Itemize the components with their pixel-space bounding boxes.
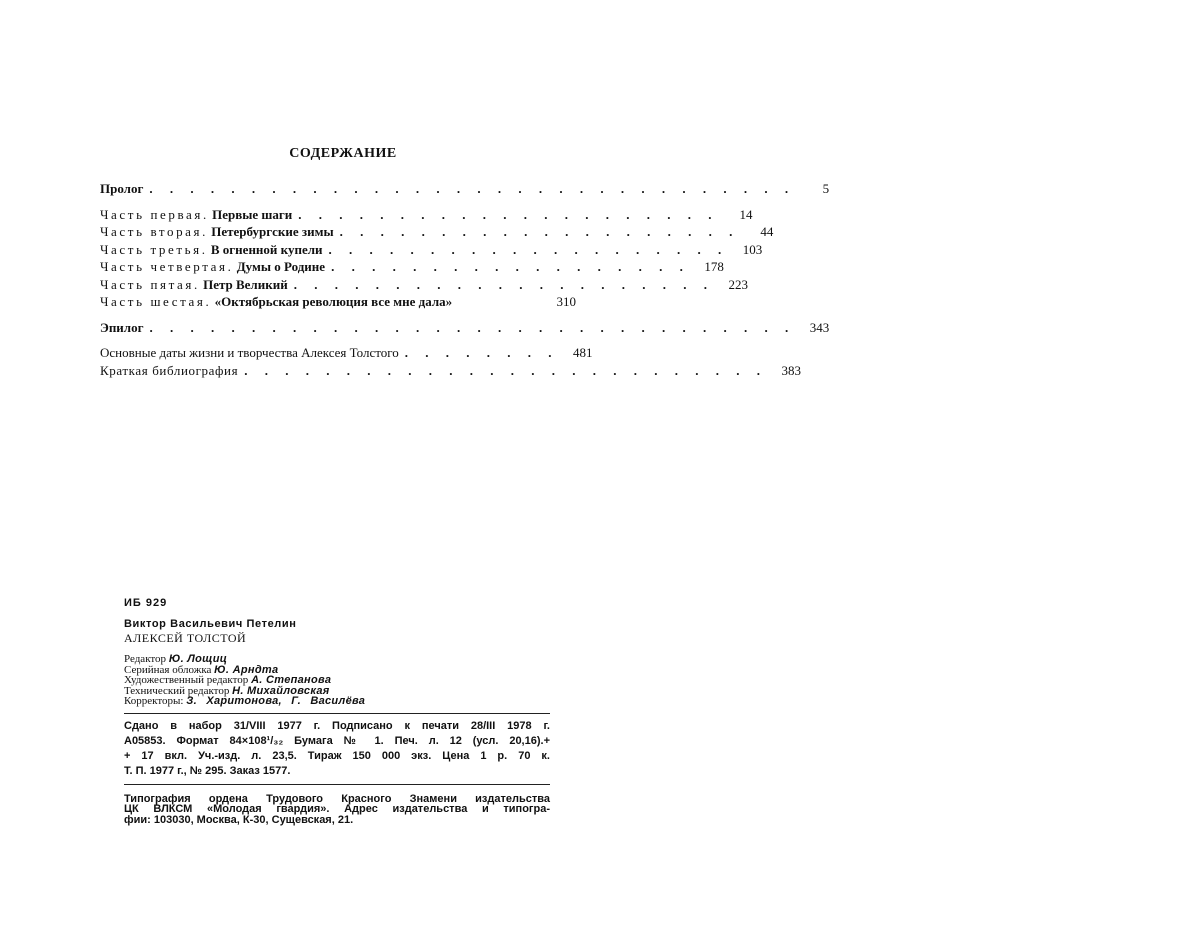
toc-entry-page: 5 (822, 181, 830, 196)
divider (124, 713, 550, 714)
toc-entry-page: 481 (572, 345, 593, 360)
toc-entry-page: 310 (556, 294, 576, 309)
toc-entry-page: 383 (781, 362, 801, 378)
leader-dots: . . . . . . . . . . . . . . . . . . . . (339, 224, 740, 239)
toc-entry-part: Часть третья. (100, 241, 208, 257)
leader-dots: . . . . . . . . . . . . . . . . . . . . . . . . . . . . . . . . (149, 319, 796, 335)
toc-entry-part-5[interactable] (100, 276, 748, 294)
credits-list (124, 654, 550, 707)
credit-line: Корректоры: З. Харитонова, Г. Василёва (124, 695, 366, 707)
leader-dots: . . . . . . . . (404, 345, 559, 360)
toc-entry-page: 14 (739, 206, 753, 222)
toc-entry-name: Эпилог (100, 319, 144, 335)
toc-entry-name: Петр Великий (203, 276, 288, 292)
book-title: АЛЕКСЕЙ ТОЛСТОЙ (124, 631, 247, 645)
leader-dots: . . . . . . . . . . . . . . . . . . . . . (293, 276, 714, 292)
credit-line: Художественный редактор А. Степанова (124, 674, 332, 686)
toc-entry-name: Первые шаги (212, 206, 293, 222)
toc-entry-chronology[interactable] (100, 344, 593, 362)
toc-entry-name: Основные даты жизни и творчества Алексея Толстого (100, 345, 399, 360)
author-name: Виктор Васильевич Петелин (124, 618, 297, 630)
credit-line: Редактор Ю. Лощиц (124, 653, 228, 665)
toc-entry-page: 44 (760, 224, 774, 239)
printer-line: ЦК ВЛКСМ «Молодая гвардия». Адрес издательства и типогра- (124, 803, 550, 815)
publication-line: + 17 вкл. Уч.-изд. л. 23,5. Тираж 150 000 экз. Цена 1 р. 70 к. (124, 749, 550, 762)
toc-entry-part: Часть четвертая. (100, 259, 234, 274)
toc-entry-bibliography[interactable] (100, 362, 801, 380)
credit-line: Технический редактор Н. Михайловская (124, 684, 330, 697)
toc-entry-name: Краткая библиография (100, 362, 239, 378)
publication-line: А05853. Формат 84×108¹/₃₂ Бумага № 1. Печ. л. 12 (усл. 20,16).+ (124, 734, 550, 747)
toc-entry-part: Часть вторая. (100, 224, 208, 239)
toc-entry-page: 223 (728, 276, 748, 292)
toc-entry-name: Думы о Родине (236, 259, 326, 274)
leader-dots: . . . . . . . . . . . . . . . . . . . . (328, 241, 729, 257)
toc-entry-name: В огненной купели (210, 241, 323, 257)
printer-line: Типография ордена Трудового Красного Знамени издательства (124, 792, 550, 805)
toc-entry-prologue[interactable] (100, 180, 830, 198)
printer-line: фии: 103030, Москва, К-30, Сущевская, 21. (124, 813, 354, 826)
leader-dots: . . . . . . . . . . . . . . . . . . . . . . . . . . . . . . . . (149, 181, 796, 196)
leader-dots: . . . . . . . . . . . . . . . . . . . . . (298, 206, 719, 222)
toc-entry-part-6[interactable] (100, 293, 576, 311)
publication-line: Сдано в набор 31/VIII 1977 г. Подписано к печати 28/III 1978 г. (124, 719, 550, 732)
toc-entry-epilogue[interactable] (100, 319, 830, 337)
toc-title: СОДЕРЖАНИЕ (289, 146, 397, 161)
colophon (124, 597, 550, 825)
toc-entry-part-4[interactable] (100, 258, 724, 276)
printer-info (124, 794, 550, 826)
divider (124, 784, 550, 785)
leader-dots: . . . . . . . . . . . . . . . . . . . . . . . . . . (244, 362, 767, 378)
toc-entry-page: 178 (704, 259, 724, 274)
publication-data (124, 719, 550, 779)
toc-entry-part: Часть пятая. (100, 276, 200, 292)
toc-entry-name: Петербургские зимы (211, 224, 334, 239)
toc-entry-part-3[interactable] (100, 241, 763, 259)
toc-entry-part-1[interactable] (100, 206, 753, 224)
table-of-contents (100, 146, 830, 379)
toc-entry-name: Пролог (100, 181, 144, 196)
leader-dots: . . . . . . . . . . . . . . . . . . (331, 259, 690, 274)
toc-entry-name: «Октябрьская революция все мне дала» (214, 294, 453, 309)
credit-line: Серийная обложка Ю. Арндта (124, 663, 279, 676)
ib-number: ИБ 929 (124, 597, 168, 609)
publication-line: Т. П. 1977 г., № 295. Заказ 1577. (124, 764, 291, 777)
toc-entry-page: 343 (809, 319, 830, 335)
toc-entry-part: Часть шестая. (100, 294, 212, 309)
toc-entry-part: Часть первая. (100, 206, 209, 222)
toc-entry-page: 103 (742, 241, 763, 257)
toc-entry-part-2[interactable] (100, 223, 774, 241)
